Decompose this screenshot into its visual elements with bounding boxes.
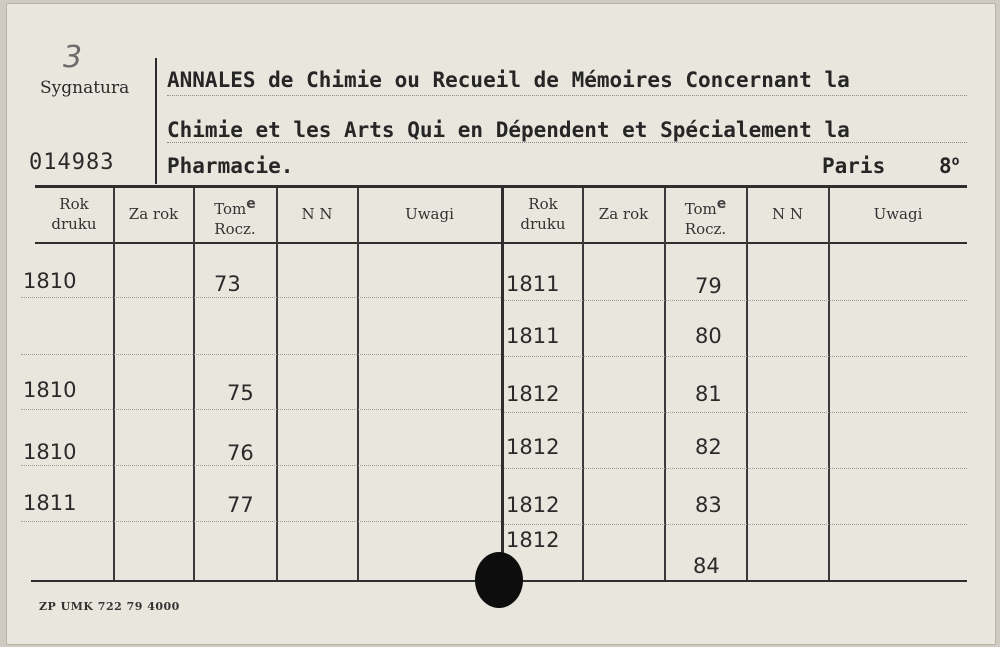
- punch-hole: [475, 552, 523, 608]
- title-underline-2: [167, 142, 967, 143]
- year-cell: 1812: [506, 493, 560, 517]
- header-uwagi: Uwagi: [405, 205, 454, 223]
- row-line: [504, 524, 967, 525]
- year-cell: 1810: [23, 440, 77, 464]
- row-line: [21, 354, 501, 355]
- row-line: [504, 468, 967, 469]
- header-tom-rocz: Tom$^e$ Rocz.: [684, 196, 727, 238]
- tome-cell: 79: [695, 274, 722, 298]
- row-line: [504, 300, 967, 301]
- header-nn: N N: [771, 205, 804, 223]
- year-cell: 1812: [506, 528, 560, 552]
- year-cell: 1811: [506, 324, 560, 348]
- middle-divider: [501, 188, 504, 580]
- year-cell: 1811: [23, 491, 77, 515]
- row-line: [21, 465, 501, 466]
- row-line: [504, 412, 967, 413]
- year-cell: 1810: [23, 378, 77, 402]
- header-tom-rocz: Tom$^e$ Rocz.: [214, 196, 256, 238]
- header-za-rok: Za rok: [598, 205, 649, 223]
- row-line: [21, 521, 501, 522]
- tome-cell: 81: [695, 382, 722, 406]
- header-separator: [155, 58, 157, 184]
- place: Paris: [822, 154, 886, 178]
- year-cell: 1811: [506, 272, 560, 296]
- format-number: 8: [939, 154, 952, 178]
- title-line-1: ANNALES de Chimie ou Recueil de Mémoires Concernant la: [167, 68, 850, 92]
- tome-cell: 80: [695, 324, 722, 348]
- title-line-2: Chimie et les Arts Qui en Dépendent et Spécialement la: [167, 118, 850, 142]
- tome-cell: 73: [214, 272, 241, 296]
- col-divider: [746, 188, 748, 580]
- tome-cell: 83: [695, 493, 722, 517]
- tome-cell: 84: [693, 554, 720, 578]
- title-underline-1: [167, 95, 967, 96]
- signature-label: Sygnatura: [40, 78, 130, 98]
- printer-mark: ZP UMK 722 79 4000: [39, 600, 180, 613]
- header-rok-druku: Rok druku: [520, 195, 566, 233]
- row-line: [21, 409, 501, 410]
- header-nn: N N: [301, 205, 333, 223]
- card-id: 014983: [29, 150, 115, 175]
- title-line-3: Pharmacie.: [167, 154, 294, 178]
- header-za-rok: Za rok: [128, 205, 179, 223]
- row-line: [21, 297, 501, 298]
- header-uwagi: Uwagi: [873, 205, 923, 223]
- col-divider: [828, 188, 830, 580]
- col-divider: [664, 188, 666, 580]
- col-divider: [582, 188, 584, 580]
- tome-cell: 82: [695, 435, 722, 459]
- row-line: [504, 356, 967, 357]
- tome-cell: 76: [227, 441, 254, 465]
- signature-number: 3: [63, 40, 83, 75]
- format: [939, 154, 959, 178]
- year-cell: 1810: [23, 269, 77, 293]
- header-rok-druku: Rok druku: [51, 195, 97, 233]
- catalog-card: [6, 3, 996, 645]
- year-cell: 1812: [506, 435, 560, 459]
- year-cell: 1812: [506, 382, 560, 406]
- tome-cell: 77: [227, 493, 254, 517]
- format-superscript: o: [951, 154, 960, 169]
- tome-cell: 75: [227, 381, 254, 405]
